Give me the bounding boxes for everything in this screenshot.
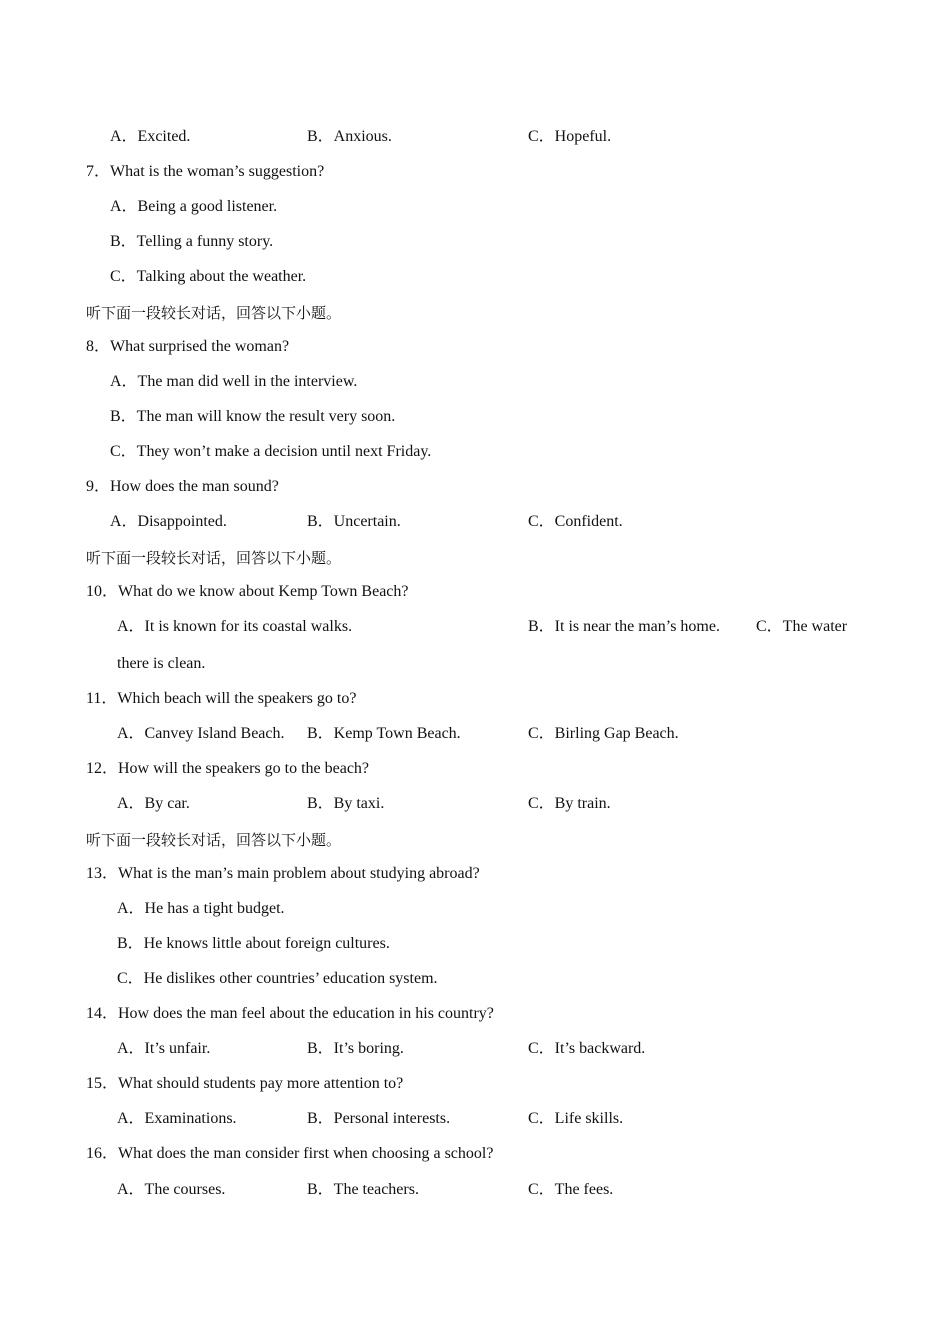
q10-option-c-continued: there is clean. <box>117 655 206 672</box>
q11-option-a: A．Canvey Island Beach. <box>117 725 285 742</box>
q12-option-b: B．By taxi. <box>307 795 385 812</box>
q13-option-c: C．He dislikes other countries’ education system. <box>117 970 438 987</box>
q14-question: 14．How does the man feel about the education in his country? <box>86 1005 494 1022</box>
q11-option-b: B．Kemp Town Beach. <box>307 725 461 742</box>
q15-option-a: A．Examinations. <box>117 1110 237 1127</box>
q6-option-c: C．Hopeful. <box>528 128 612 145</box>
q15-question: 15．What should students pay more attention to? <box>86 1075 404 1092</box>
q16-option-a: A．The courses. <box>117 1181 226 1198</box>
q6-option-a: A．Excited. <box>110 128 191 145</box>
q10-question: 10．What do we know about Kemp Town Beach? <box>86 583 409 600</box>
q8-option-c: C．They won’t make a decision until next Friday. <box>110 443 432 460</box>
q7-option-c: C．Talking about the weather. <box>110 268 307 285</box>
q13-option-a: A．He has a tight budget. <box>117 900 285 917</box>
q12-question: 12．How will the speakers go to the beach? <box>86 760 370 777</box>
q12-option-a: A．By car. <box>117 795 190 812</box>
q9-question: 9．How does the man sound? <box>86 478 279 495</box>
section-instruction: 听下面一段较长对话，回答以下小题。 <box>86 549 342 567</box>
q9-option-b: B．Uncertain. <box>307 513 401 530</box>
q13-question: 13．What is the man’s main problem about studying abroad? <box>86 865 480 882</box>
q8-option-a: A．The man did well in the interview. <box>110 373 358 390</box>
q16-question: 16．What does the man consider first when choosing a school? <box>86 1145 494 1162</box>
q12-option-c: C．By train. <box>528 795 611 812</box>
q10-option-b: B．It is near the man’s home. <box>528 618 720 635</box>
q8-question: 8．What surprised the woman? <box>86 338 290 355</box>
q7-option-b: B．Telling a funny story. <box>110 233 274 250</box>
q14-option-b: B．It’s boring. <box>307 1040 404 1057</box>
q9-option-a: A．Disappointed. <box>110 513 227 530</box>
q11-question: 11．Which beach will the speakers go to? <box>86 690 357 707</box>
q7-question: 7．What is the woman’s suggestion? <box>86 163 325 180</box>
q15-option-c: C．Life skills. <box>528 1110 624 1127</box>
q14-option-a: A．It’s unfair. <box>117 1040 211 1057</box>
q8-option-b: B．The man will know the result very soon. <box>110 408 396 425</box>
section-instruction: 听下面一段较长对话，回答以下小题。 <box>86 304 342 322</box>
q13-option-b: B．He knows little about foreign cultures. <box>117 935 390 952</box>
q10-option-c: C．The water <box>756 618 848 635</box>
q11-option-c: C．Birling Gap Beach. <box>528 725 679 742</box>
section-instruction: 听下面一段较长对话，回答以下小题。 <box>86 831 342 849</box>
q6-option-b: B．Anxious. <box>307 128 392 145</box>
q16-option-c: C．The fees. <box>528 1181 614 1198</box>
q10-option-a: A．It is known for its coastal walks. <box>117 618 353 635</box>
q9-option-c: C．Confident. <box>528 513 623 530</box>
q7-option-a: A．Being a good listener. <box>110 198 278 215</box>
q15-option-b: B．Personal interests. <box>307 1110 451 1127</box>
q16-option-b: B．The teachers. <box>307 1181 419 1198</box>
q14-option-c: C．It’s backward. <box>528 1040 646 1057</box>
